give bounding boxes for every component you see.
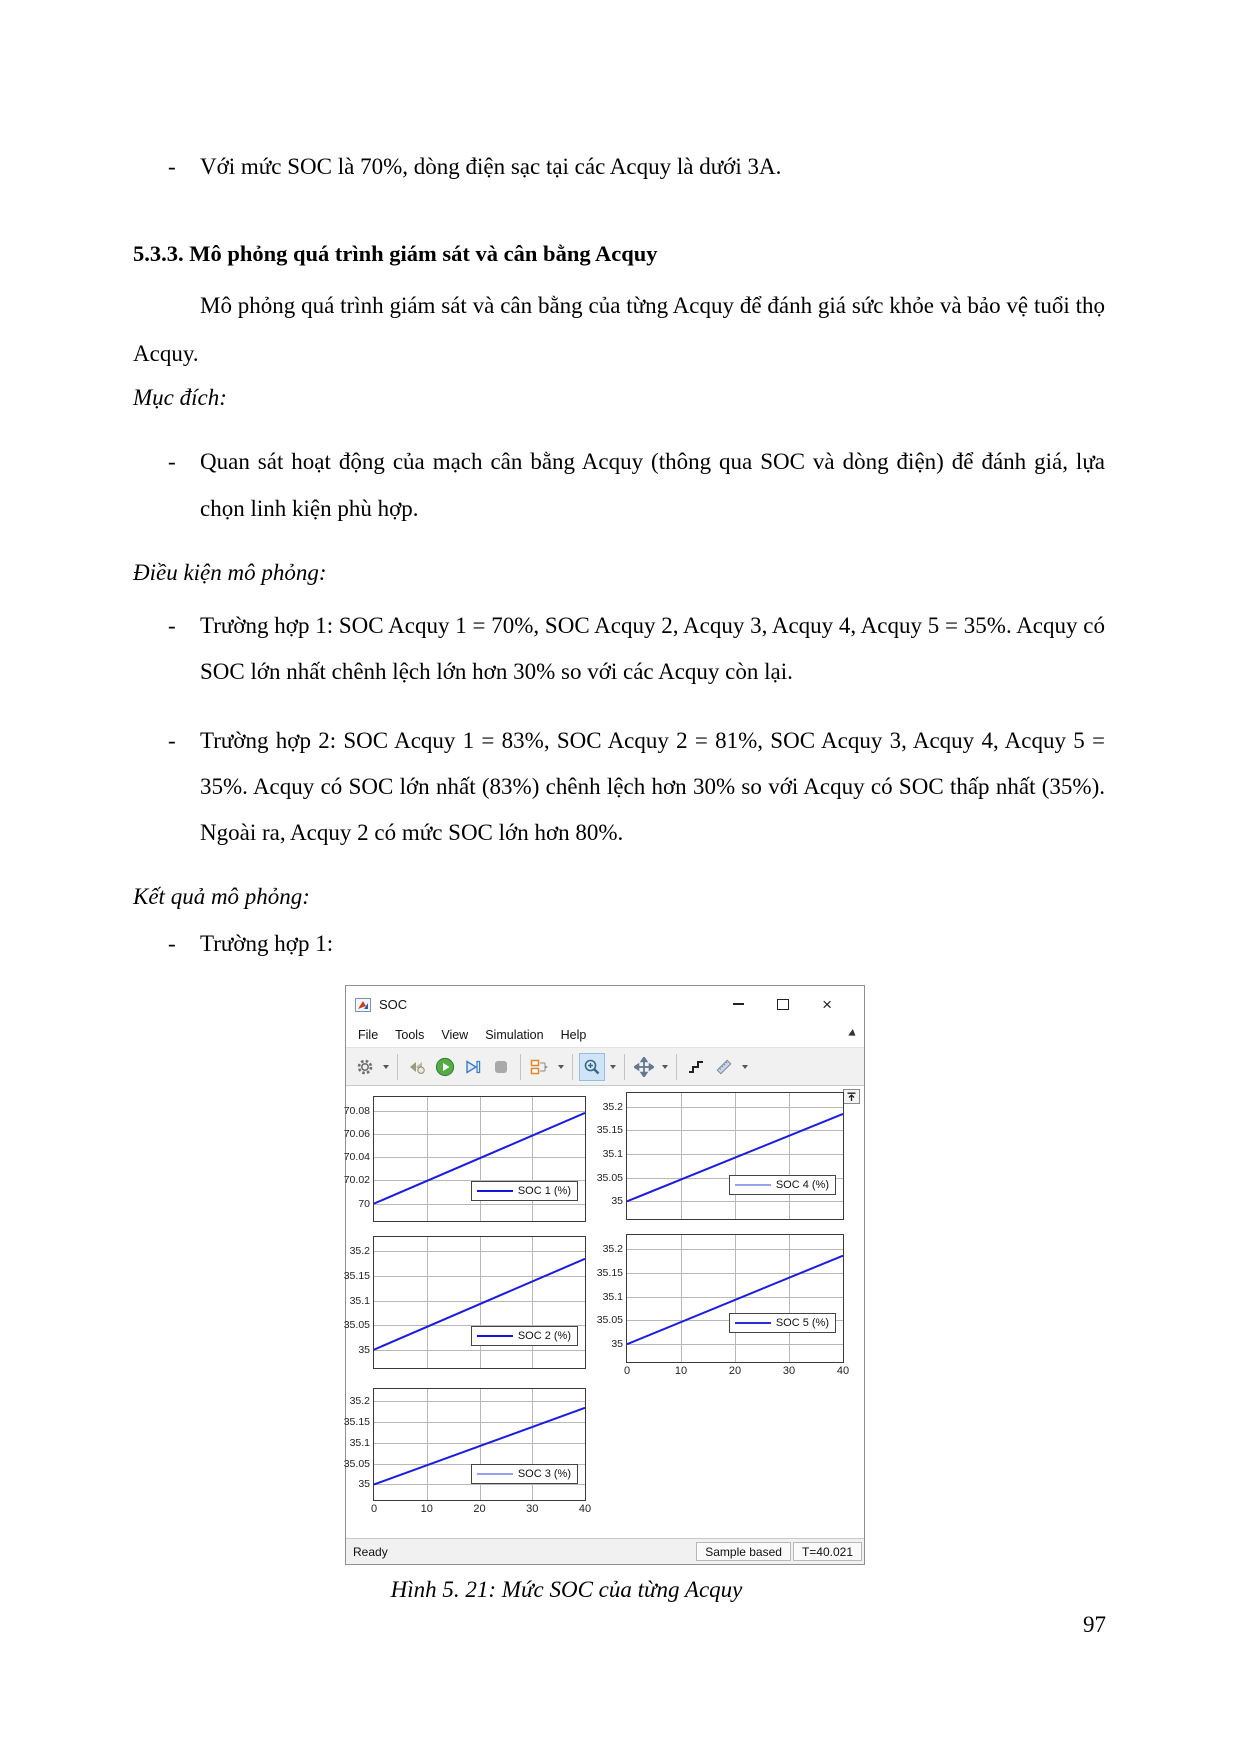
scope-plot-canvas [343,1086,864,1538]
status-ready: Ready [353,1544,388,1559]
legend [729,1175,836,1195]
signal-selector-button[interactable] [527,1053,553,1081]
menu-simulation[interactable]: Simulation [485,1027,544,1042]
x-tick-label: 40 [578,1503,592,1515]
bullet-dash: - [168,613,176,638]
page-number: 97 [1083,1612,1106,1637]
soc-line-series [627,1235,843,1362]
section-heading: 5.3.3. Mô phỏng quá trình giám sát và cân bằng Acquy [133,241,658,266]
y-tick-label: 35.1 [602,1148,623,1161]
toolbar-separator [572,1054,573,1080]
step-back-icon [407,1059,427,1075]
y-tick-label: 35.15 [343,1416,370,1429]
legend-label: SOC 1 (%) [517,1185,571,1197]
settings-gear-button[interactable] [352,1053,378,1081]
soc-line-series [374,1237,585,1368]
toolbar-separator [520,1054,521,1080]
y-tick-label: 35.05 [596,1314,623,1327]
step-forward-icon [464,1059,482,1075]
x-tick-label: 10 [420,1503,433,1515]
figure-caption: Hình 5. 21: Mức SOC của từng Acquy [390,1577,743,1602]
soc-line-series [374,1097,585,1221]
x-tick-label: 40 [836,1365,850,1377]
minimize-icon[interactable] [733,1003,744,1005]
zoom-dropdown-caret[interactable] [607,1053,618,1081]
x-tick-label: 20 [728,1365,742,1377]
toolbar-separator [676,1054,677,1080]
soc-line-series [627,1093,843,1219]
x-tick-label: 30 [782,1365,796,1377]
y-tick-label: 35.2 [602,1100,623,1113]
x-axis-tick-labels [623,1365,850,1381]
plot-soc-3[interactable] [343,1388,592,1515]
toolbar-separator [624,1054,625,1080]
y-tick-label: 35.2 [602,1242,623,1255]
toolbar-separator [397,1054,398,1080]
legend [471,1464,578,1484]
step-back-button[interactable] [404,1053,430,1081]
scope-statusbar [346,1538,864,1564]
case1-condition-text: Trường hợp 1: SOC Acquy 1 = 70%, SOC Acquy 2, Acquy 3, Acquy 4, Acquy 5 = 35%. Acquy có SOC lớn nhất chênh lệch lớn hơn 30% so với các Acquy còn lại. [200,613,1105,684]
legend-label: SOC 2 (%) [517,1330,571,1342]
legend-line-sample [477,1190,513,1192]
bullet-soc-70 [133,150,1105,184]
menu-view[interactable]: View [441,1027,469,1042]
trigger-step-button[interactable] [683,1053,709,1081]
y-tick-label: 35.05 [343,1319,370,1332]
y-tick-label: 35.05 [596,1171,623,1184]
y-tick-label: 70.04 [343,1151,370,1164]
y-tick-label: 70.02 [343,1174,370,1187]
result-case1-bullet [133,927,1105,961]
y-tick-label: 35 [358,1478,370,1491]
y-tick-label: 35.2 [349,1395,370,1408]
x-tick-label: 20 [473,1503,486,1515]
pan-icon [634,1057,654,1077]
y-tick-label: 35.15 [596,1124,623,1137]
run-icon [435,1057,455,1077]
legend-line-sample [735,1184,771,1186]
measurements-icon [715,1058,733,1076]
scope-menubar [346,1022,864,1047]
legend-line-sample [477,1473,513,1475]
status-right-cells [696,1539,864,1564]
results-label: Kết quả mô phỏng: [133,884,310,909]
plot-soc-4[interactable] [596,1092,844,1220]
zoom-in-icon [583,1058,601,1076]
x-tick-label: 0 [370,1503,378,1515]
menu-tools[interactable]: Tools [395,1027,425,1042]
case2-condition-text: Trường hợp 2: SOC Acquy 1 = 83%, SOC Acquy 2 = 81%, SOC Acquy 3, Acquy 4, Acquy 5 = 35%. Acquy có SOC lớn nhất (83%) chênh lệch hơn 30% so với Acquy có SOC thấp nhất (35%). Ngoài ra, Acquy 2 có mức SOC lớn hơn 80%. [200,728,1105,845]
legend-label: SOC 4 (%) [775,1179,829,1191]
dock-scope-button[interactable] [843,1089,860,1104]
bullet-dash: - [168,449,176,474]
bullet-soc-70-text: Với mức SOC là 70%, dòng điện sạc tại các Acquy là dưới 3A. [200,154,782,179]
y-tick-label: 35.15 [343,1269,370,1282]
legend [729,1313,836,1333]
run-button[interactable] [432,1053,458,1081]
pan-button[interactable] [631,1053,657,1081]
y-tick-label: 35.1 [349,1436,370,1449]
status-sample-based: Sample based [696,1542,791,1561]
scope-toolbar [346,1047,864,1086]
plot-soc-2[interactable] [343,1236,586,1369]
measurements-dropdown-caret[interactable] [739,1053,750,1081]
scope-titlebar [346,986,864,1022]
y-tick-label: 70.08 [343,1104,370,1117]
x-tick-label: 10 [674,1365,688,1377]
settings-gear-icon [356,1058,374,1076]
window-title: SOC [379,996,408,1012]
bullet-dash: - [168,728,176,753]
plot-soc-1[interactable] [343,1096,586,1222]
close-icon[interactable]: × [822,994,832,1014]
y-tick-label: 35.1 [349,1294,370,1307]
menu-file[interactable]: File [358,1027,379,1042]
signal-selector-icon [530,1059,550,1075]
status-sim-time: T=40.021 [793,1542,862,1561]
bullet-dash: - [168,931,176,956]
x-axis-tick-labels [370,1503,592,1519]
x-tick-label: 30 [526,1503,539,1515]
intro-paragraph: Mô phỏng quá trình giám sát và cân bằng của từng Acquy để đánh giá sức khỏe và bảo vệ tuổi thọ Acquy. [133,293,1105,366]
menu-help[interactable]: Help [560,1027,587,1042]
legend-line-sample [735,1322,771,1324]
result-case1-text: Trường hợp 1: [200,931,334,956]
settings-dropdown-caret[interactable] [380,1053,391,1081]
step-forward-button[interactable] [460,1053,486,1081]
y-tick-label: 70.06 [343,1127,370,1140]
stop-icon [493,1059,509,1075]
scope-app-icon [355,991,371,1018]
x-tick-label: 0 [623,1365,631,1377]
trigger-step-icon [687,1059,705,1075]
legend [471,1181,578,1201]
menubar-overflow-arrow-icon[interactable] [848,1029,858,1039]
dock-arrow-icon [846,1092,857,1102]
purpose-bullet [133,438,1105,532]
pan-dropdown-caret[interactable] [659,1053,670,1081]
signal-selector-dropdown-caret[interactable] [555,1053,566,1081]
legend-label: SOC 3 (%) [517,1468,571,1480]
legend-line-sample [477,1335,513,1337]
y-tick-label: 35.15 [596,1266,623,1279]
plot-soc-5[interactable] [596,1234,850,1377]
window-controls [733,996,854,1013]
purpose-bullet-text: Quan sát hoạt động của mạch cân bằng Acquy (thông qua SOC và dòng điện) để đánh giá, lựa chọn linh kiện phù hợp. [200,449,1105,521]
y-tick-label: 35.1 [602,1290,623,1303]
maximize-icon[interactable] [777,999,789,1010]
y-tick-label: 35 [358,1343,370,1356]
y-tick-label: 35.2 [349,1245,370,1258]
purpose-label: Mục đích: [133,385,227,410]
bullet-dash: - [168,154,176,179]
zoom-in-button[interactable] [579,1053,605,1081]
measurements-button[interactable] [711,1053,737,1081]
conditions-label: Điều kiện mô phỏng: [133,560,327,585]
y-tick-label: 70 [358,1197,370,1210]
y-tick-label: 35 [611,1195,623,1208]
legend [471,1326,578,1346]
stop-button[interactable] [488,1053,514,1081]
y-tick-label: 35 [611,1338,623,1351]
case2-condition-bullet [133,718,1105,856]
case1-condition-bullet [133,603,1105,695]
scope-window [345,985,865,1565]
y-tick-label: 35.05 [343,1457,370,1470]
legend-label: SOC 5 (%) [775,1317,829,1329]
